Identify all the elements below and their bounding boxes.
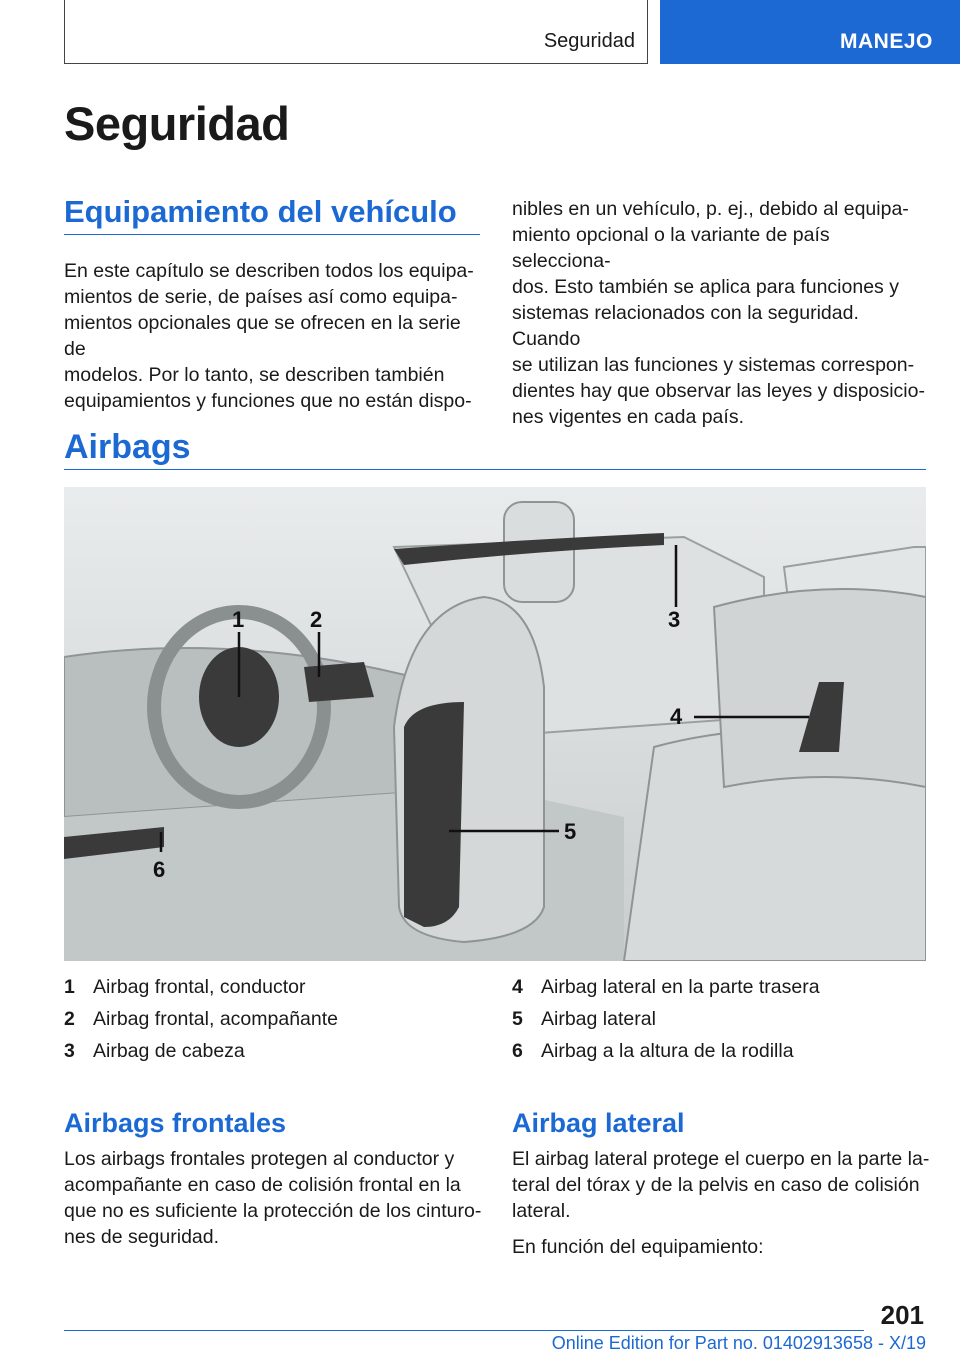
legend-item <box>64 976 338 1008</box>
lateral-heading: Airbag lateral <box>512 1108 685 1138</box>
legend-number: 3 <box>64 1040 75 1062</box>
airbags-heading: Airbags <box>64 428 191 466</box>
car-interior-drawing <box>64 487 926 961</box>
text-line: nes de seguridad. <box>64 1226 220 1248</box>
airbag-zone-side <box>404 702 464 927</box>
text-line: que no es suficiente la protección de los cinturo- <box>64 1200 482 1222</box>
legend-item <box>64 1040 338 1072</box>
legend-label: Airbag a la altura de la rodilla <box>541 1040 794 1062</box>
text-line: dientes hay que observar las leyes y disposicio- <box>512 380 925 402</box>
footer-edition: Online Edition for Part no. 01402913658 - X/19 <box>551 1333 926 1353</box>
legend-label: Airbag lateral <box>541 1008 656 1030</box>
text-line: mientos opcionales que se ofrecen en la serie de <box>64 312 461 360</box>
callout-5: 5 <box>564 819 577 844</box>
footer-rule <box>64 1330 864 1331</box>
header-section-title: Seguridad <box>543 30 635 52</box>
legend-item <box>512 976 820 1008</box>
frontales-heading: Airbags frontales <box>64 1108 287 1138</box>
chapter-tab[interactable]: MANEJO <box>660 0 960 64</box>
equipment-text-col2 <box>512 196 932 430</box>
legend-label: Airbag lateral en la parte trasera <box>541 976 820 998</box>
legend-item <box>512 1040 820 1072</box>
callout-1: 1 <box>232 607 245 632</box>
airbags-heading-rule <box>64 469 926 470</box>
callout-2: 2 <box>310 607 323 632</box>
text-line: se utilizan las funciones y sistemas correspon- <box>512 354 915 376</box>
text-line: lateral. <box>512 1200 571 1222</box>
text-line: El airbag lateral protege el cuerpo en la parte la- <box>512 1148 930 1170</box>
equipment-heading: Equipamiento del vehículo <box>64 194 457 229</box>
legend-number: 6 <box>512 1040 523 1062</box>
legend-label: Airbag de cabeza <box>93 1040 245 1062</box>
frontales-text <box>64 1146 484 1250</box>
legend-number: 4 <box>512 976 523 998</box>
legend-number: 5 <box>512 1008 523 1030</box>
legend-item <box>64 1008 338 1040</box>
legend-item <box>512 1008 820 1040</box>
equipment-text-col1 <box>64 258 484 414</box>
legend-label: Airbag frontal, conductor <box>93 976 306 998</box>
text-line: nibles en un vehículo, p. ej., debido al equipa- <box>512 198 909 220</box>
legend-number: 1 <box>64 976 75 998</box>
airbag-zone-passenger <box>304 662 374 702</box>
lateral-text <box>512 1146 932 1260</box>
text-line: sistemas relacionados con la seguridad. Cuando <box>512 302 859 350</box>
legend-right <box>512 976 820 1072</box>
text-line: mientos de serie, de países así como equipa- <box>64 286 458 308</box>
text-line: Los airbags frontales protegen al conductor y <box>64 1148 455 1170</box>
page-number: 201 <box>880 1300 924 1330</box>
text-line: teral del tórax y de la pelvis en caso de colisión <box>512 1174 920 1196</box>
header-box <box>64 0 648 64</box>
text-line: miento opcional o la variante de país selecciona- <box>512 224 830 272</box>
equipment-heading-rule <box>64 234 480 235</box>
callout-6: 6 <box>153 857 166 882</box>
text-line: equipamientos y funciones que no están dispo- <box>64 390 472 412</box>
text-line: dos. Esto también se aplica para funciones y <box>512 276 899 298</box>
text-line: acompañante en caso de colisión frontal en la <box>64 1174 461 1196</box>
legend-label: Airbag frontal, acompañante <box>93 1008 338 1030</box>
airbag-locations-illustration <box>64 487 926 961</box>
text-line: nes vigentes en cada país. <box>512 406 744 428</box>
legend-left <box>64 976 338 1072</box>
callout-4: 4 <box>670 704 683 729</box>
page-title: Seguridad <box>64 97 290 150</box>
text-line: modelos. Por lo tanto, se describen también <box>64 364 445 386</box>
text-line: En este capítulo se describen todos los equipa- <box>64 260 474 282</box>
lateral-note: En función del equipamiento: <box>512 1236 764 1258</box>
legend-number: 2 <box>64 1008 75 1030</box>
callout-3: 3 <box>668 607 681 632</box>
